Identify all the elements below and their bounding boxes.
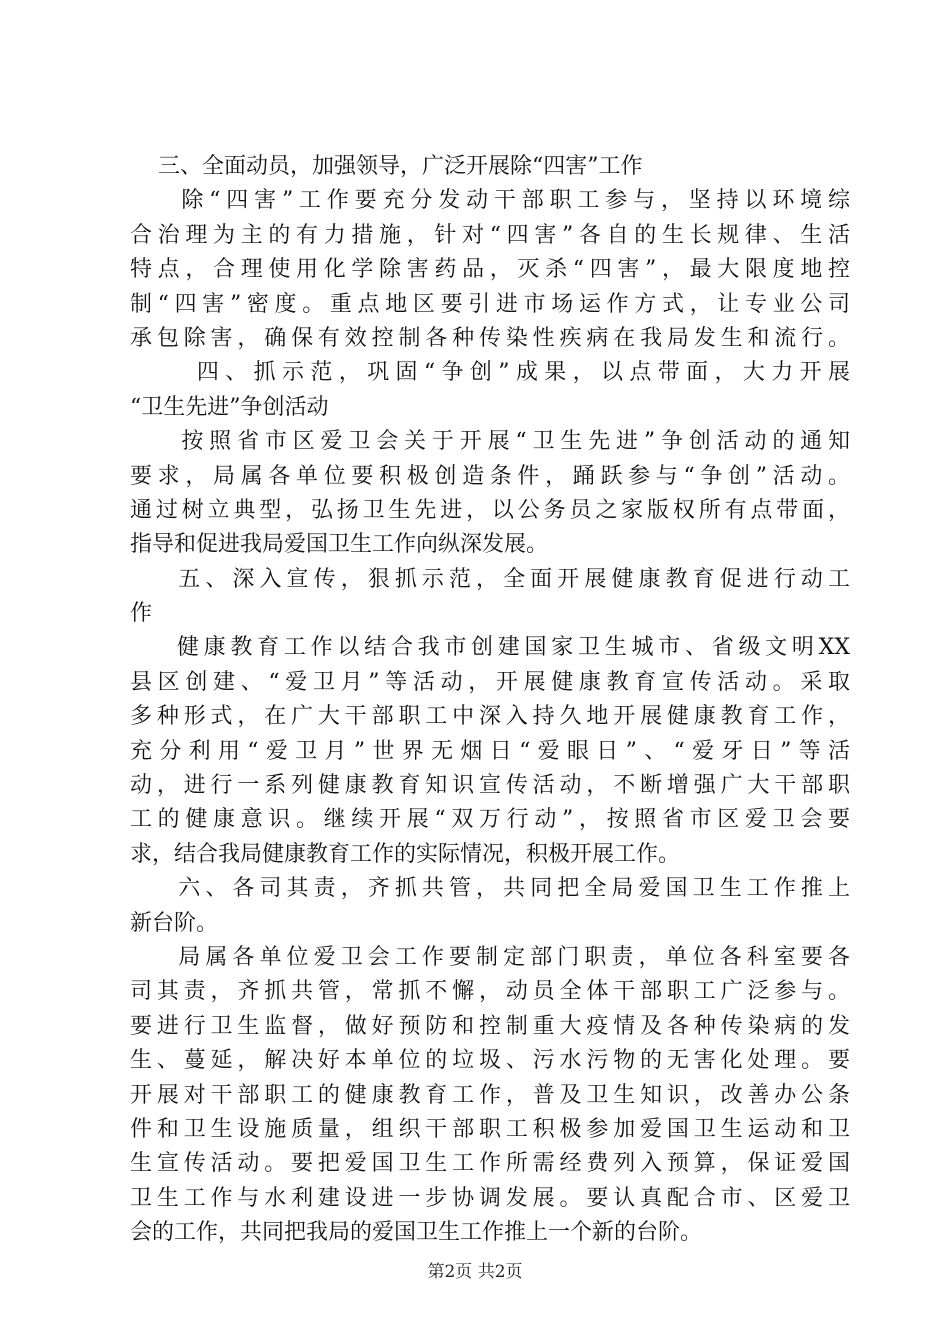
- text-line: 指导和促进我局爱国卫生工作向纵深发展。: [130, 532, 549, 558]
- text-line: 开展对干部职工的健康教育工作，普及卫生知识，改善办公条: [130, 1082, 850, 1108]
- page-footer: 第2页 共2页: [427, 1262, 523, 1282]
- text-line: 新台阶。: [130, 910, 219, 936]
- text-line: 五、深入宣传，狠抓示范，全面开展健康教育促进行动工: [130, 566, 850, 592]
- text-line: 求，结合我局健康教育工作的实际情况，积极开展工作。: [130, 841, 681, 867]
- document-body: [130, 150, 850, 1251]
- text-line: 按照省市区爱卫会关于开展“卫生先进”争创活动的通知: [130, 429, 850, 455]
- text-line: 六、各司其责，齐抓共管，共同把全局爱国卫生工作推上: [130, 876, 850, 902]
- text-line: 多种形式，在广大干部职工中深入持久地开展健康教育工作，: [130, 704, 850, 730]
- text-line: 健康教育工作以结合我市创建国家卫生城市、省级文明XX: [130, 635, 850, 661]
- text-line: 制“四害”密度。重点地区要引进市场运作方式，让专业公司: [130, 291, 850, 317]
- text-line: 合治理为主的有力措施，针对“四害”各自的生长规律、生活: [130, 222, 850, 248]
- text-line: 县区创建、“爱卫月”等活动，开展健康教育宣传活动。采取: [130, 669, 850, 695]
- text-line: 局属各单位爱卫会工作要制定部门职责，单位各科室要各: [130, 944, 850, 970]
- text-line: 作: [130, 601, 153, 627]
- text-line: 通过树立典型，弘扬卫生先进，以公务员之家版权所有点带面，: [130, 497, 850, 523]
- text-line: 三、全面动员，加强领导，广泛开展除“四害”工作: [130, 154, 643, 179]
- text-line: 工的健康意识。继续开展“双万行动”，按照省市区爱卫会要: [130, 807, 850, 833]
- text-line: 除“四害”工作要充分发动干部职工参与，坚持以环境综: [130, 188, 850, 214]
- text-line: “卫生先进”争创活动: [130, 394, 329, 420]
- text-line: 四、抓示范，巩固“争创”成果，以点带面，大力开展: [130, 360, 850, 386]
- text-line: 动，进行一系列健康教育知识宣传活动，不断增强广大干部职: [130, 773, 850, 799]
- text-line: 充分利用“爱卫月”世界无烟日“爱眼日”、“爱牙日”等活: [130, 738, 850, 764]
- text-line: 件和卫生设施质量，组织干部职工积极参加爱国卫生运动和卫: [130, 1116, 850, 1142]
- text-line: 特点，合理使用化学除害药品，灭杀“四害”，最大限度地控: [130, 257, 850, 283]
- text-line: 卫生工作与水利建设进一步协调发展。要认真配合市、区爱卫: [130, 1185, 850, 1211]
- text-line: 生宣传活动。要把爱国卫生工作所需经费列入预算，保证爱国: [130, 1151, 850, 1177]
- text-line: 生、蔓延，解决好本单位的垃圾、污水污物的无害化处理。要: [130, 1048, 850, 1074]
- text-line: 要求，局属各单位要积极创造条件，踊跃参与“争创”活动。: [130, 463, 850, 489]
- text-line: 要进行卫生监督，做好预防和控制重大疫情及各种传染病的发: [130, 1013, 850, 1039]
- text-line: 承包除害，确保有效控制各种传染性疾病在我局发生和流行。: [130, 325, 850, 351]
- text-line: 司其责，齐抓共管，常抓不懈，动员全体干部职工广泛参与。: [130, 979, 850, 1005]
- text-line: 会的工作，共同把我局的爱国卫生工作推上一个新的台阶。: [130, 1220, 703, 1246]
